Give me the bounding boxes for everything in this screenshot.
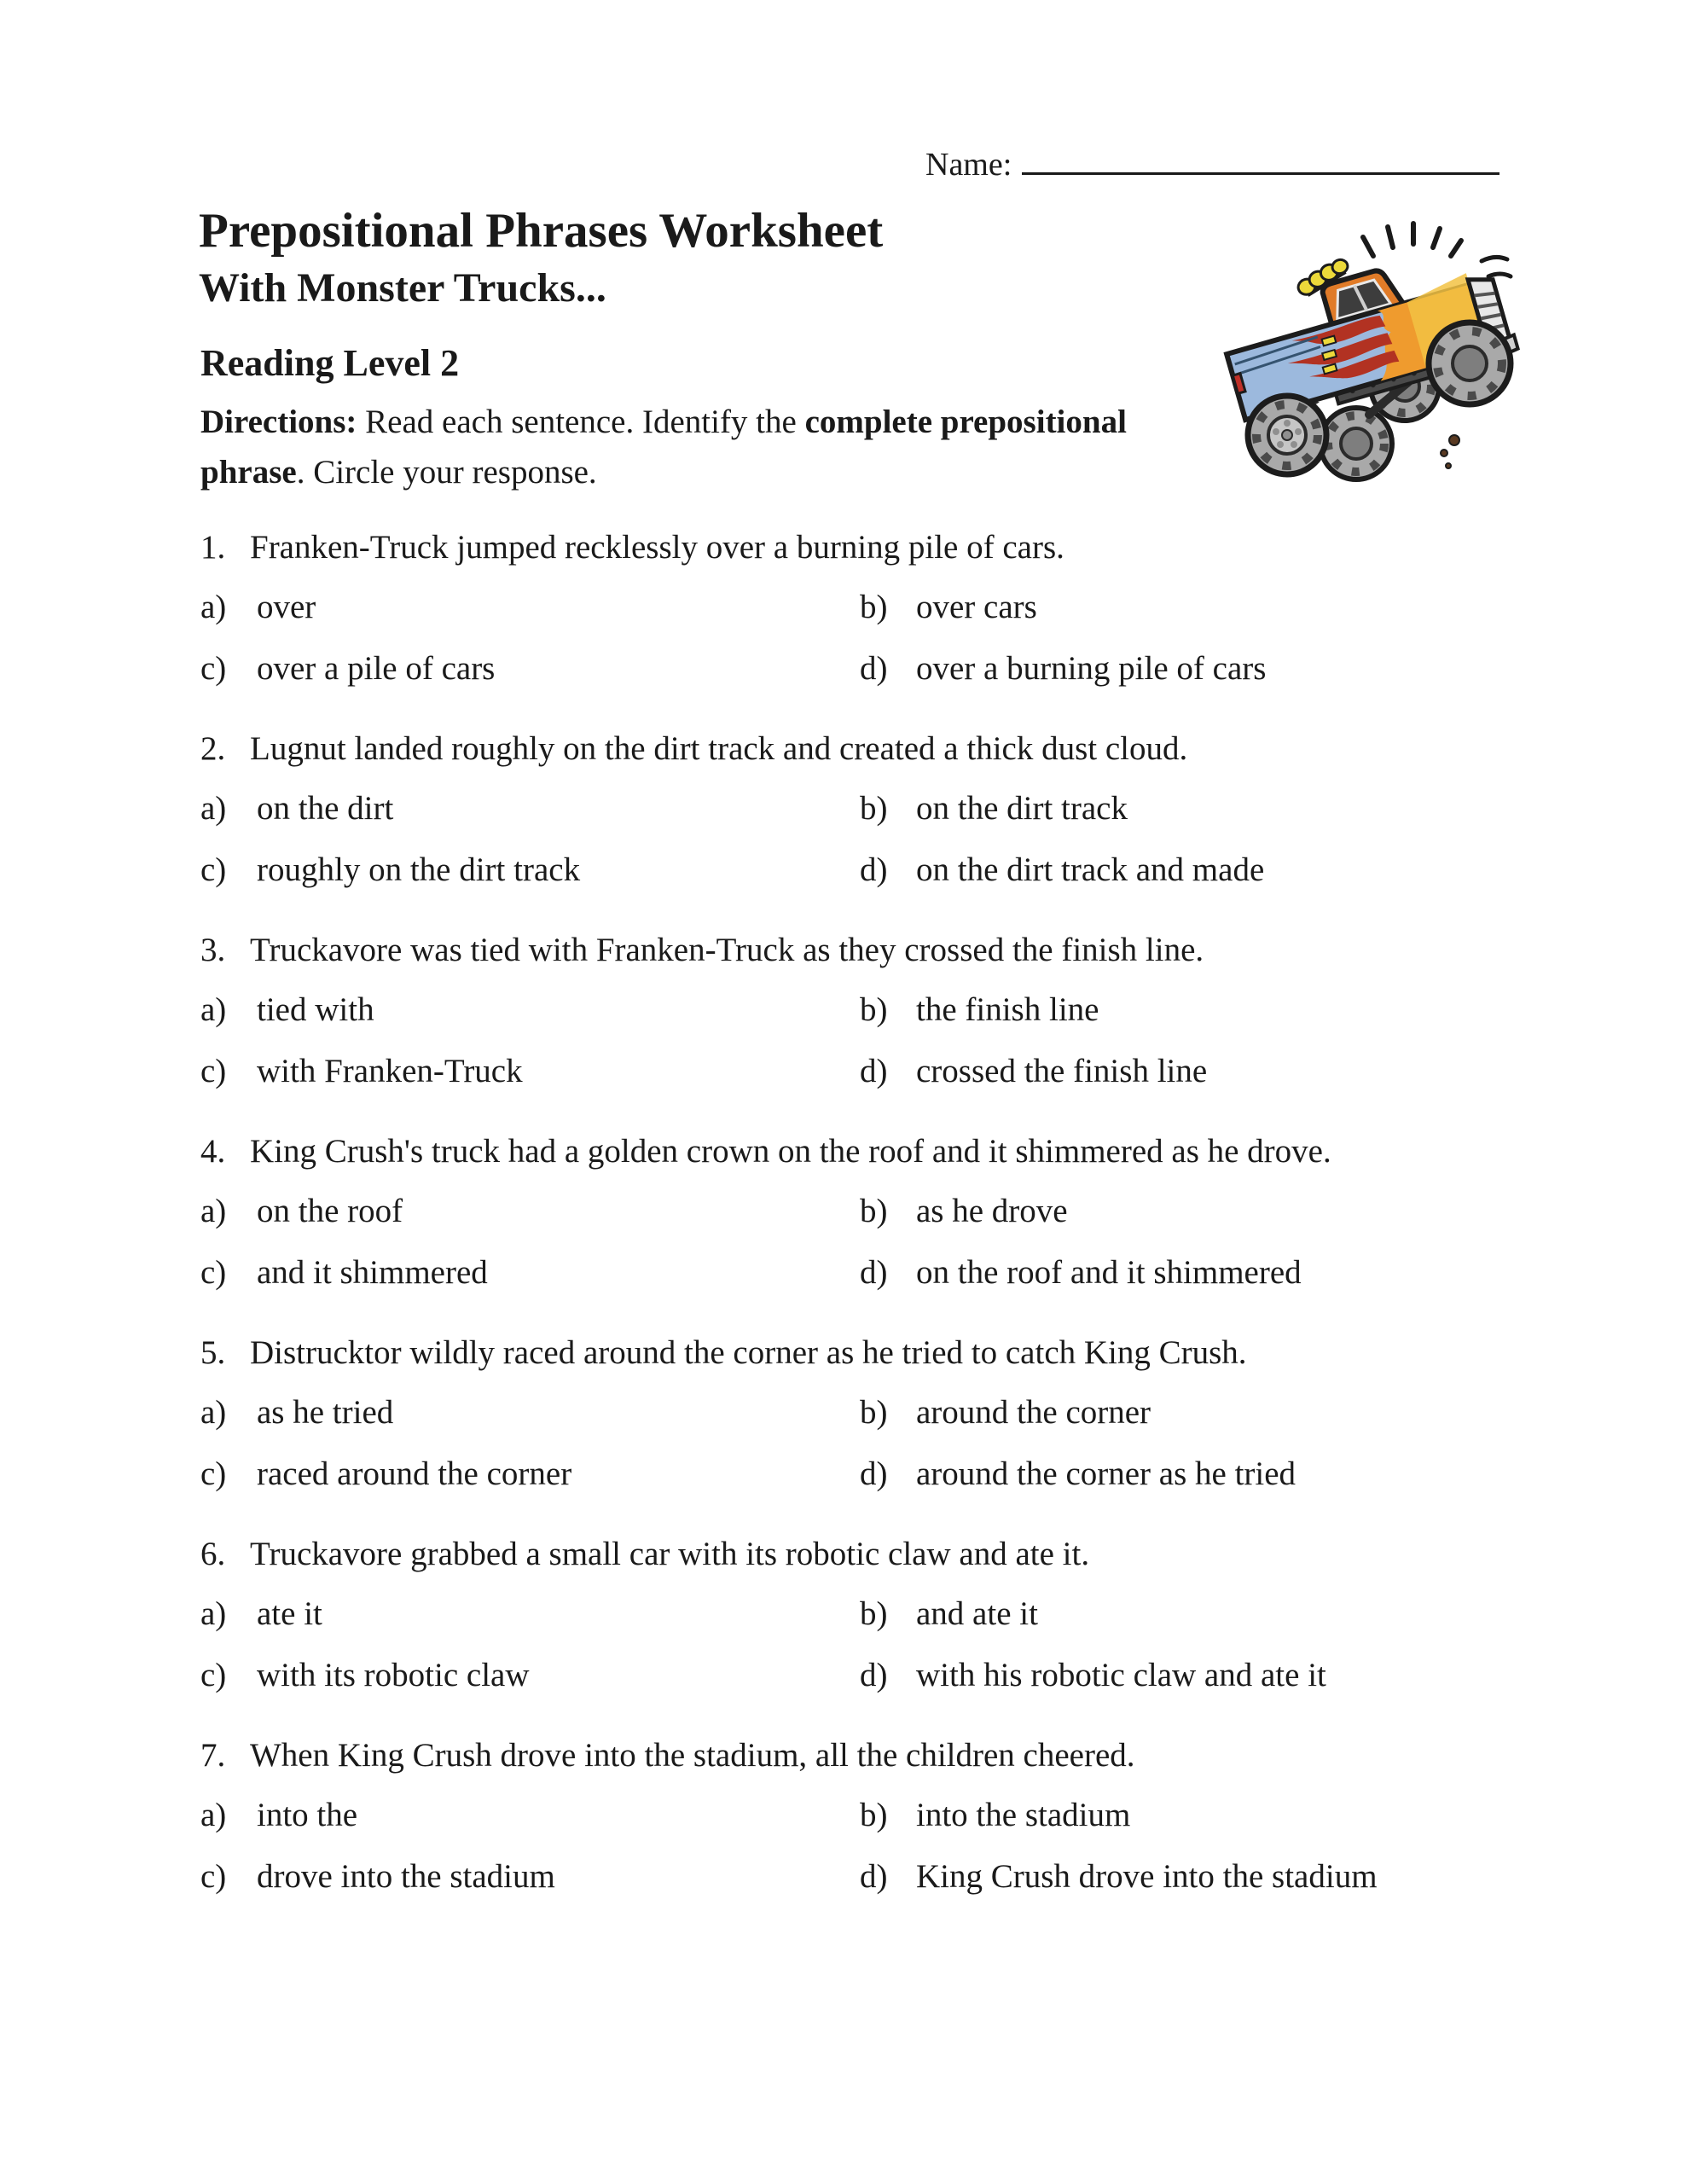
option-letter: a): [200, 589, 227, 625]
option-letter: d): [860, 851, 888, 888]
question-item: [200, 1133, 1582, 1292]
option-text: with his robotic claw and ate it: [916, 1657, 1326, 1693]
answer-option: [860, 1394, 1582, 1432]
question-number: 1.: [200, 529, 226, 566]
option-letter: b): [860, 790, 888, 827]
option-text: roughly on the dirt track: [257, 851, 581, 888]
option-letter: d): [860, 1455, 888, 1492]
answer-option: [860, 1254, 1582, 1292]
option-letter: c): [200, 851, 227, 888]
answer-option: [200, 1595, 860, 1633]
option-text: ate it: [257, 1595, 322, 1632]
monster-truck-illustration: [1198, 212, 1523, 485]
answer-option: [200, 589, 860, 626]
answer-option: [860, 851, 1582, 889]
answer-option: [860, 1657, 1582, 1694]
question-line: [200, 932, 1582, 969]
question-item: [200, 932, 1582, 1090]
answer-option: [200, 1858, 860, 1896]
option-text: tied with: [257, 991, 374, 1028]
option-letter: c): [200, 1858, 227, 1895]
question-item: [200, 1737, 1582, 1896]
option-text: on the dirt: [257, 790, 394, 827]
question-line: [200, 1536, 1582, 1573]
option-text: on the dirt track and made: [916, 851, 1265, 888]
option-letter: c): [200, 1254, 227, 1291]
option-text: the finish line: [916, 991, 1099, 1028]
answer-option: [860, 650, 1582, 688]
question-item: [200, 1536, 1582, 1694]
answer-option: [860, 1797, 1582, 1834]
options-grid: [200, 1595, 1582, 1694]
option-letter: b): [860, 589, 888, 625]
answer-option: [860, 1053, 1582, 1090]
option-letter: c): [200, 1053, 227, 1089]
option-letter: d): [860, 1254, 888, 1291]
name-row: [925, 143, 1499, 183]
option-letter: d): [860, 1657, 888, 1693]
option-letter: a): [200, 1797, 227, 1833]
option-letter: c): [200, 1455, 227, 1492]
answer-option: [200, 1455, 860, 1493]
options-grid: [200, 1797, 1582, 1896]
option-letter: a): [200, 790, 227, 827]
options-grid: [200, 1394, 1582, 1493]
option-letter: b): [860, 991, 888, 1028]
question-number: 7.: [200, 1737, 226, 1774]
option-letter: b): [860, 1595, 888, 1632]
name-blank-line: [1022, 143, 1499, 175]
truck-wheel-front-outer: [1429, 322, 1511, 404]
reading-level-heading: Reading Level 2: [200, 342, 460, 384]
question-line: [200, 1334, 1582, 1372]
answer-option: [860, 991, 1582, 1029]
front-bounce-dashes-icon: [1482, 257, 1511, 276]
option-text: on the dirt track: [916, 790, 1128, 827]
question-text: Franken-Truck jumped recklessly over a burning pile of cars.: [250, 529, 1064, 566]
option-text: drove into the stadium: [257, 1858, 555, 1895]
option-text: with Franken-Truck: [257, 1053, 523, 1089]
question-line: [200, 529, 1582, 566]
option-letter: d): [860, 1858, 888, 1895]
motion-lines-icon: [1363, 224, 1461, 256]
answer-option: [200, 1394, 860, 1432]
option-letter: a): [200, 1394, 227, 1431]
answer-option: [200, 650, 860, 688]
option-text: over: [257, 589, 316, 625]
name-label: Name:: [925, 147, 1012, 183]
options-grid: [200, 589, 1582, 688]
answer-option: [860, 1858, 1582, 1896]
page-title: Prepositional Phrases Worksheet: [199, 204, 884, 258]
truck-wheel-rear-outer: [1248, 396, 1326, 474]
page-subtitle: With Monster Trucks...: [199, 265, 606, 311]
question-text: Truckavore was tied with Franken-Truck as they crossed the finish line.: [250, 932, 1204, 968]
answer-option: [860, 1595, 1582, 1633]
answer-option: [200, 1797, 860, 1834]
option-text: over a pile of cars: [257, 650, 496, 687]
dirt-debris-icon: [1441, 435, 1459, 468]
question-number: 5.: [200, 1334, 226, 1371]
directions-bold-phrase: complete prepositional phrase: [200, 404, 1127, 491]
question-text: Distrucktor wildly raced around the corner as he tried to catch King Crush.: [250, 1334, 1247, 1371]
options-grid: [200, 790, 1582, 889]
option-text: into the: [257, 1797, 358, 1833]
option-text: and it shimmered: [257, 1254, 488, 1291]
directions-pre: Read each sentence. Identify the: [357, 404, 805, 440]
option-letter: a): [200, 991, 227, 1028]
option-text: on the roof: [257, 1193, 403, 1229]
monster-truck-svg: [1198, 212, 1523, 485]
truck-wheel-rear-inner: [1320, 408, 1392, 479]
question-item: [200, 529, 1582, 688]
answer-option: [860, 790, 1582, 828]
answer-option: [860, 1193, 1582, 1230]
question-item: [200, 730, 1582, 889]
option-text: King Crush drove into the stadium: [916, 1858, 1378, 1895]
option-letter: d): [860, 1053, 888, 1089]
option-text: over cars: [916, 589, 1037, 625]
answer-option: [200, 790, 860, 828]
option-letter: a): [200, 1193, 227, 1229]
option-text: around the corner: [916, 1394, 1151, 1431]
question-number: 3.: [200, 932, 226, 968]
question-line: [200, 730, 1582, 768]
option-letter: c): [200, 650, 227, 687]
answer-option: [200, 1053, 860, 1090]
option-letter: b): [860, 1193, 888, 1229]
option-letter: c): [200, 1657, 227, 1693]
directions-label: Directions:: [200, 404, 357, 440]
options-grid: [200, 1193, 1582, 1292]
option-text: as he drove: [916, 1193, 1068, 1229]
question-number: 6.: [200, 1536, 226, 1572]
question-text: Lugnut landed roughly on the dirt track and created a thick dust cloud.: [250, 730, 1188, 767]
option-text: into the stadium: [916, 1797, 1131, 1833]
answer-option: [200, 1657, 860, 1694]
option-text: on the roof and it shimmered: [916, 1254, 1302, 1291]
answer-option: [200, 991, 860, 1029]
option-letter: b): [860, 1797, 888, 1833]
directions-text: [200, 398, 1147, 497]
answer-option: [200, 851, 860, 889]
option-text: raced around the corner: [257, 1455, 572, 1492]
option-text: as he tried: [257, 1394, 394, 1431]
question-line: [200, 1737, 1582, 1774]
questions-list: [200, 529, 1582, 1938]
question-number: 2.: [200, 730, 226, 767]
question-text: King Crush's truck had a golden crown on the roof and it shimmered as he drove.: [250, 1133, 1331, 1170]
option-letter: a): [200, 1595, 227, 1632]
question-text: Truckavore grabbed a small car with its robotic claw and ate it.: [250, 1536, 1090, 1572]
directions-post: . Circle your response.: [296, 453, 597, 491]
question-text: When King Crush drove into the stadium, all the children cheered.: [250, 1737, 1135, 1774]
option-text: around the corner as he tried: [916, 1455, 1296, 1492]
option-letter: b): [860, 1394, 888, 1431]
option-text: with its robotic claw: [257, 1657, 530, 1693]
question-line: [200, 1133, 1582, 1170]
options-grid: [200, 991, 1582, 1090]
answer-option: [200, 1193, 860, 1230]
option-text: crossed the finish line: [916, 1053, 1208, 1089]
option-text: and ate it: [916, 1595, 1038, 1632]
answer-option: [200, 1254, 860, 1292]
answer-option: [860, 1455, 1582, 1493]
question-item: [200, 1334, 1582, 1493]
question-number: 4.: [200, 1133, 226, 1170]
answer-option: [860, 589, 1582, 626]
option-text: over a burning pile of cars: [916, 650, 1267, 687]
option-letter: d): [860, 650, 888, 687]
